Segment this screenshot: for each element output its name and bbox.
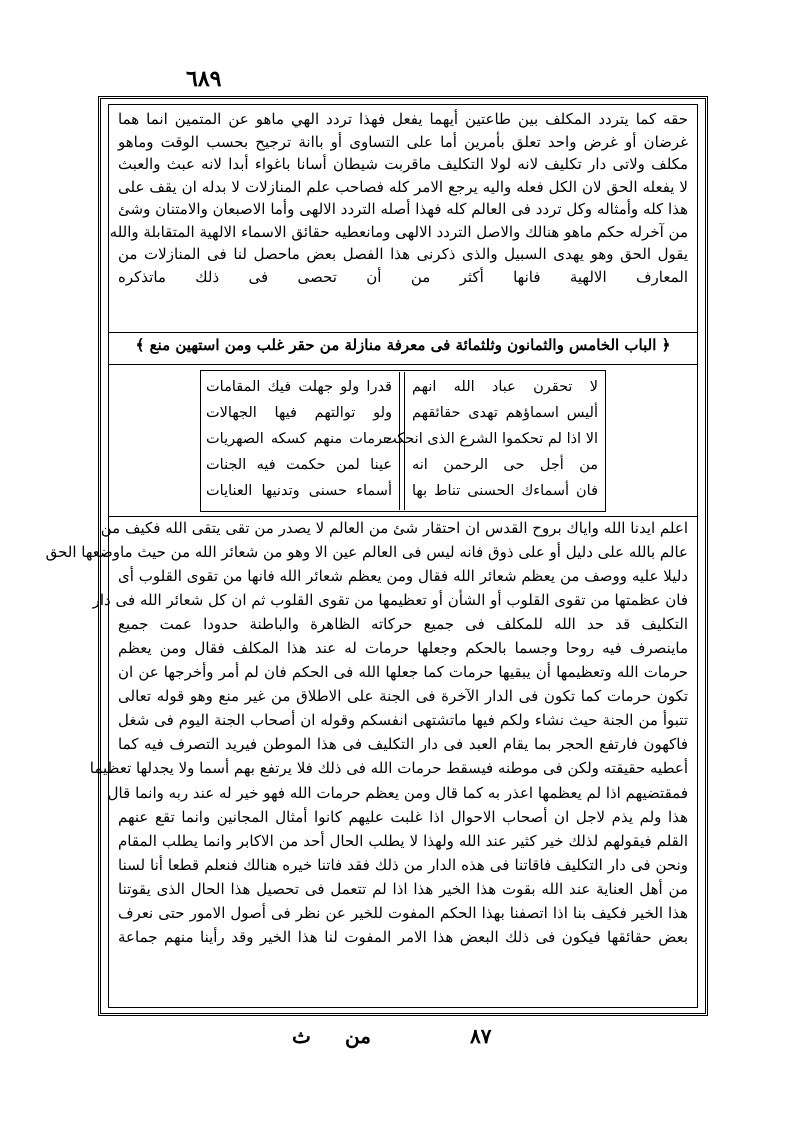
paragraph-1 xyxy=(109,108,688,288)
verse-line: قدرا ولو جهلت فيك المقامات xyxy=(206,379,392,395)
text-line: القلم فيقولهم لذلك خير كثير عند الله ولهذا لا يطلب الحال أحد من الاكابر وانما يطلب المقام xyxy=(118,831,688,850)
verse-line: أسماء حسنى وتدنيها العنايات xyxy=(206,483,392,499)
text-line: ونحن فى دار التكليف فاقاتنا فى هذه الدار من ذلك فقد فاتنا خيره هنالك فنعلم قطعا أنا لسنا xyxy=(118,855,688,874)
verse-line: فان أسماءك الحسنى تناط بها xyxy=(412,483,598,499)
verse-column-second-hemistich xyxy=(206,374,392,504)
text-line: ماينصرف فيه روحا وجسما بالحكم وجعلها حرمات له عند هذا المكلف فقال ومن يعظم xyxy=(118,639,688,658)
text-line: أعطيه حقيقته ولكن فى موطنه فيسقط حرمات الله فى ذلك فلا يرتفع بهم أسما ولا يجدلها تعظيما xyxy=(89,759,688,778)
text-line: حقه كما يتردد المكلف بين طاعتين أيهما يفعل فهذا تردد الهي ماهو عن المتمين انما هما xyxy=(118,110,688,128)
text-line: هذا ولم يذم لاجل ان أصحاب الاحوال اذا غلبت عليهم كانوا أمثال المجانين وانما تقع عنهم xyxy=(118,807,688,826)
text-line xyxy=(118,973,688,997)
verse-line: أليس اسماؤهم تهدى حقائقهم xyxy=(412,405,598,421)
text-line: غرضان أو غرض واحد تعلق بأمرين أما على التساوى أو باانة ترجيح بحسب الوقت وماهو xyxy=(118,132,688,151)
text-line: اعلم ايدنا الله واياك بروح القدس ان احتقار شئ من العالم لا يصدر من تقى يتقى الله فكيف من xyxy=(100,519,688,537)
text-line: هذا كله وأمثاله وكل تردد فى العالم كله فهذا أصله التردد الالهى وأما الاصبعان والامتنان وشئ xyxy=(118,200,688,218)
footer-mark: ث xyxy=(292,1024,311,1048)
divider-rule xyxy=(108,332,698,333)
text-line: من آخرله حكم ماهو هنالك والاصل التردد الالهى ومانعطيه حقائق الاسماء الالهية المتقابلة والله xyxy=(109,222,688,241)
text-line: هذا الخير فكيف بنا اذا اتصفنا بهذا الحكم المفوت للخير عن نظر فى أصول الامور حتى نعرف xyxy=(118,903,688,922)
verse-line: الا اذا لم تحكموا الشرع الذى انحكت xyxy=(383,431,598,447)
footer-catchword: من xyxy=(345,1024,371,1048)
divider-rule xyxy=(108,364,698,365)
paragraph-2 xyxy=(45,516,688,997)
verse-line: من أجل حى الرحمن انه xyxy=(412,457,598,473)
text-line: من أهل العناية عند الله بقوت هذا الخير هذا اذا لم تتعمل فى تحصيل هذا الحال الذى يقوتنا xyxy=(118,879,688,898)
text-line: بعض حقائقها فيكون فى ذلك البعض هذا الامر المفوت لنا هذا الخير وقد رأينا منهم جماعة xyxy=(118,927,688,946)
text-line: المعارف الالهية فانها أكثر من أن تحصى فى ذلك ماتذكره xyxy=(118,267,688,286)
text-line: التكليف قد حد الله للمكلف فى جميع حركاته الظاهرة والباطنة حدودا عمت جميع xyxy=(118,615,688,634)
text-line: تتبوأ من الجنة حيث نشاء ولكم فيها ماتشتهى انفسكم وقوله ان أصحاب الجنة اليوم فى شغل xyxy=(118,711,688,730)
text-line: فمقتضيهم اذا لم يعظمها اعذر به كما قال ومن يعظم حرمات الله فهو خير له عند ربه وانما قال xyxy=(107,783,688,802)
text-line: فان عظمتها من تقوى القلوب أو الشأن أو تعظيمها من تقوى القلوب ثم ان كل شعائر الله فى دار xyxy=(92,591,688,610)
verse-line: حرمات منهم كسكه الصهريات xyxy=(206,431,392,447)
text-line: دليلا عليه ووصف من يعظم شعائر الله فقال ومن يعظم شعائر الله فانها من تقوى القلوب أى xyxy=(118,567,688,586)
text-line: حرمات الله وتعظيمها أن يبقيها حرمات كما جعلها الله فى الحكم فان لم أمر وأخرجها عن ان xyxy=(118,663,688,682)
text-line: يقول الحق وهو يهدى السبيل والذى ذكرنى هذا الفصل بعض ماحصل لنا فى المنازلات من xyxy=(118,245,688,263)
verse-column-first-hemistich xyxy=(383,374,598,504)
text-line: مكلف ولاتى دار تكليف لانه لولا التكليف ماقربت شيطان أسانا باغواء أبدا لانه عبث والعبث xyxy=(118,155,688,173)
signature-number: ٨٧ xyxy=(470,1024,492,1048)
chapter-heading: ﴿ الباب الخامس والثمانون وثلثمائة فى معرفة منازلة من حقر غلب ومن استهين منع ﴾ xyxy=(135,336,671,354)
verse-line: لا تحقرن عباد الله انهم xyxy=(412,379,598,395)
text-line xyxy=(118,949,688,973)
text-line: عالم بالله على دليل أو على ذوق فانه ليس فى العالم عين الا وهو من شعائر الله من حيث ماوضعها الحق xyxy=(45,543,688,562)
page-number: ٦٨٩ xyxy=(186,66,222,92)
text-line: تكون حرمات كما تكون فى الدار الآخرة فى الجنة على الاطلاق من غير منع وهو قوله تعالى xyxy=(118,687,688,706)
verse-line: ولو توالتهم فيها الجهالات xyxy=(206,405,392,421)
text-line: فاكهون فارتفع الحجر بما يقام العبد فى دار التكليف فى هذا الموطن فيريد التصرف فيه كما xyxy=(118,735,688,754)
text-line: لا يفعله الحق لان الكل فعله واليه يرجع الامر كله فصاحب علم المنازلات لا بدله ان يقف على xyxy=(118,177,688,196)
verse-line: عينا لمن حكمت فيه الجنات xyxy=(206,457,392,473)
